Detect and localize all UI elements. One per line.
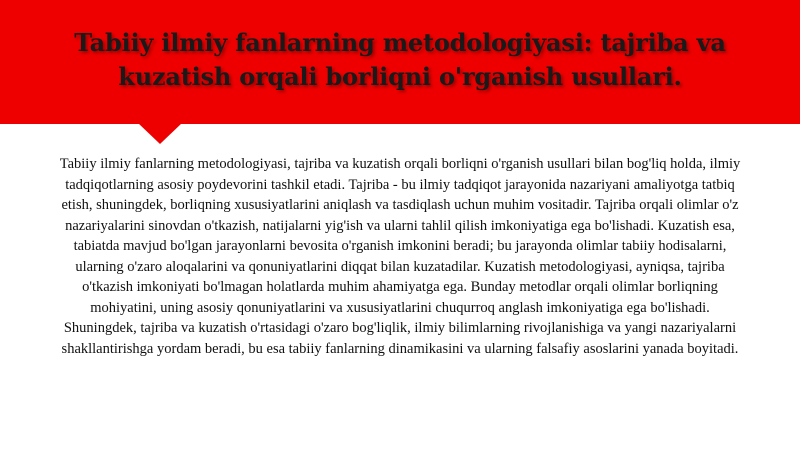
banner-pointer — [138, 123, 182, 144]
slide-title: Tabiiy ilmiy fanlarning metodologiyasi: tajriba va kuzatish orqali borliqni o'rganish usullari. — [74, 28, 726, 91]
slide-body-text: Tabiiy ilmiy fanlarning metodologiyasi, tajriba va kuzatish orqali borliqni o'rganish usullari bilan bog'liq holda, ilmiy tadqiqotlarning asosiy poydevorini tashkil etadi. Tajriba - bu ilmiy tadqiqot jarayonida nazariyani amaliyotga tatbiq etish, shuningdek, borliqning xususiyatlarini aniqlash va tasdiqlash uchun muhim vositadir. Tajriba orqali olimlar o'z nazariyalarini sinovdan o'tkazish, natijalarni yig'ish va ularni tahlil qilish imkoniyatiga ega bo'lishadi. Kuzatish esa, tabiatda mavjud bo'lgan jarayonlarni bevosita o'rganish imkonini beradi; bu jarayonda olimlar tabiiy hodisalarni, ularning o'zaro aloqalarini va qonuniyatlarini diqqat bilan kuzatadilar. Kuzatish metodologiyasi, ayniqsa, tajriba o'tkazish imkoniyati bo'lmagan holatlarda muhim ahamiyatga ega. Bunday metodlar orqali olimlar borliqning mohiyatini, uning asosiy qonuniyatlarini va xususiyatlarini chuqurroq anglash imkoniyatiga ega bo'lishadi. Shuningdek, tajriba va kuzatish o'rtasidagi o'zaro bog'liqlik, ilmiy bilimlarning rivojlanishiga va yangi nazariyalarni shakllantirishga yordam beradi, bu esa tabiiy fanlarning dinamikasini va ularning falsafiy asoslarini yanada boyitadi. — [59, 156, 741, 357]
